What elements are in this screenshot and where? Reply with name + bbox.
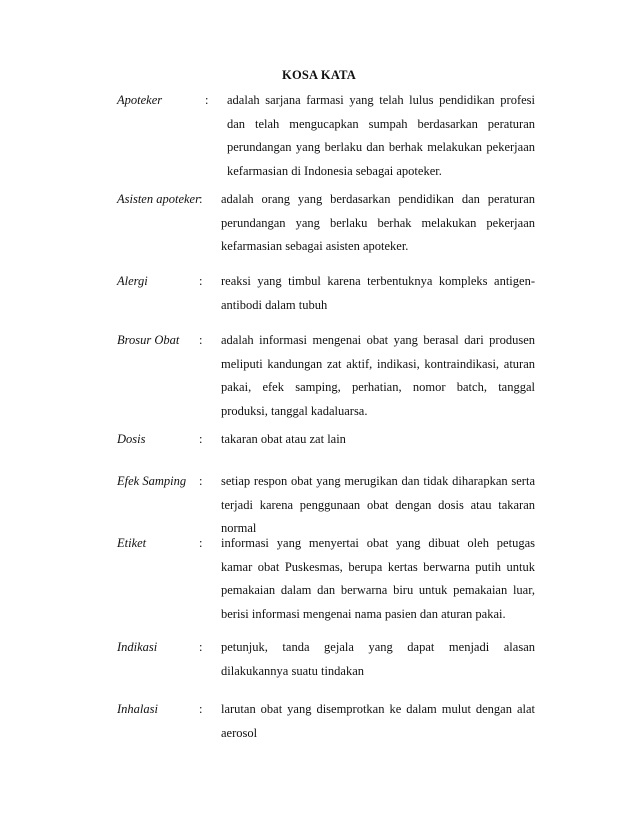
glossary-definition: reaksi yang timbul karena terbentuknya kompleks antigen-antibodi dalam tubuh <box>221 274 535 312</box>
term-separator: : <box>199 333 203 347</box>
glossary-term: Dosis <box>117 432 146 446</box>
page-title: KOSA KATA <box>282 68 356 82</box>
term-separator: : <box>199 640 203 654</box>
glossary-term: Efek Samping <box>117 474 187 488</box>
term-separator: : <box>199 536 203 550</box>
glossary-term: Asisten apoteker <box>117 192 200 206</box>
term-separator: : <box>199 474 203 488</box>
term-separator: : <box>205 93 209 107</box>
glossary-term: Apoteker <box>117 93 163 107</box>
term-separator: : <box>199 274 203 288</box>
glossary-term: Brosur Obat <box>117 333 180 347</box>
glossary-definition: adalah sarjana farmasi yang telah lulus pendidikan profesi dan telah mengucapkan sumpah berdasarkan peraturan perundangan yang berlaku dan berhak melakukan pekerjaan kefarmasian di Indonesia sebagai apoteker. <box>227 93 535 178</box>
glossary-term: Indikasi <box>117 640 158 654</box>
glossary-term: Alergi <box>117 274 148 288</box>
glossary-definition: setiap respon obat yang merugikan dan tidak diharapkan serta terjadi karena penggunaan obat dengan dosis atau takaran normal <box>221 474 535 535</box>
glossary-definition: adalah orang yang berdasarkan pendidikan dan peraturan perundangan yang berlaku berhak melakukan pekerjaan kefarmasian sebagai asisten apoteker. <box>221 192 535 253</box>
glossary-term: Inhalasi <box>117 702 158 716</box>
glossary-definition: adalah informasi mengenai obat yang berasal dari produsen meliputi kandungan zat aktif, indikasi, kontraindikasi, aturan pakai, efek samping, perhatian, nomor batch, tanggal produksi, tanggal kadaluarsa. <box>221 333 535 418</box>
term-separator: : <box>199 192 203 206</box>
glossary-definition: takaran obat atau zat lain <box>221 432 346 446</box>
glossary-definition: larutan obat yang disemprotkan ke dalam mulut dengan alat aerosol <box>221 702 535 740</box>
term-separator: : <box>199 702 203 716</box>
glossary-definition: informasi yang menyertai obat yang dibuat oleh petugas kamar obat Puskesmas, berupa kertas berwarna putih untuk pemakaian dalam dan berwarna biru untuk pemakaian luar, berisi informasi mengenai nama pasien dan aturan pakai. <box>221 536 535 621</box>
glossary-term: Etiket <box>117 536 147 550</box>
term-separator: : <box>199 432 203 446</box>
glossary-definition: petunjuk, tanda gejala yang dapat menjadi alasan dilakukannya suatu tindakan <box>221 640 535 678</box>
